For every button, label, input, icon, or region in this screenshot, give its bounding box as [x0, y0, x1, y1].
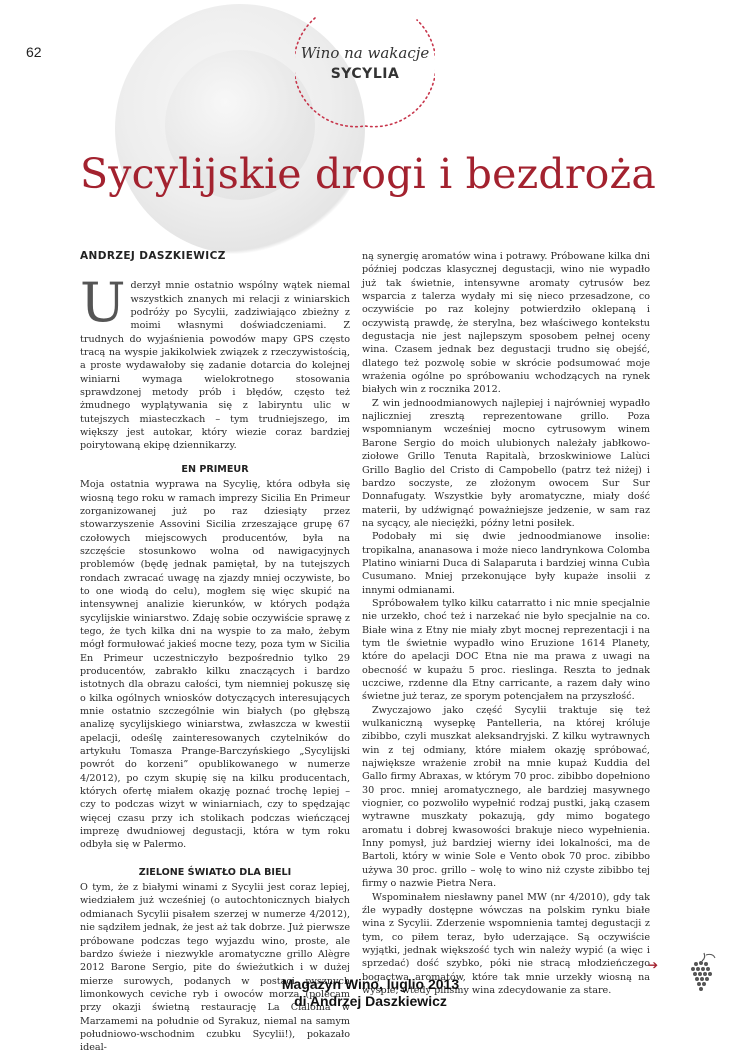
paragraph: Zwyczajowo jako część Sycylii traktuje się też wulkaniczną wysepkę Pantelleria, na której króluje zibibbo, czyli muszkat aleksandryjski. Z kilku wytrawnych win z tej odmiany, które miałem okazję spróbować, największe wrażenie zrobił na mnie kupaż Kuddia del Gallo firmy Abraxas, w którym 70 proc. zibibbo dopełniono 30 proc. mniej aromatycznego, ale bardziej masywnego viognier, co pozwoliło wypełnić rodzaj pustki, jaką czasem wytrawne muszkaty pokazują, gdy mimo bogatego aromatu i dobrej kwasowości brakuje nieco wypełnienia. Inny pomysł, już bardziej wierny idei lokalności, ma de Bartoli, który w winie Sole e Vento obok 70 proc. zibibbo używa 30 proc. grillo – wolę to wino niż czyste zibibbo tej firmy o nazwie Pietra Nera. [362, 704, 650, 890]
paragraph: Z win jednoodmianowych najlepiej i najrówniej wypadło najliczniej zresztą reprezentowane grillo. Poza wspomnianym wcześniej mocno cytrusowym winem Barone Sergio do moich ulubionych należały jabłkowo-ziołowe Grillo Tenuta Rapitalà, brzoskwiniowe Lalùci Grillo Baglio del Cristo di Campobello (patrz też niżej) i bardzo soczyste, ze złożonym owocem Sur Sur Donnafugaty. Wszystkie były aromatyczne, miały dość materii, by udźwignąć poważniejsze jedzenie, w sam raz na sycący, ale nieciężki, późny letni posiłek. [362, 397, 650, 529]
right-column [362, 250, 650, 997]
intro-text: derzył mnie ostatnio wspólny wątek niemal wszystkich znanych mi relacji z winiarskich podróży po Sycylii, zadziwiająco zbieżny z moimi własnymi doświadczeniami. Z trudnych do wyjaśnienia powodów mapy GPS często tracą na wyspie jakikolwiek związek z rzeczywistością, a proste wydawałoby się zadanie dotarcia do kolejnej winiarni wymaga wielokrotnego stosowania sprawdzonej metody prób i błędów, często też żmudnego wyplątywania się z labiryntu ulic w tutejszych miasteczkach – tym trudniejszego, im większy jest autokar, który wiezie coraz bardziej poirytowaną ekipę dziennikarzy. [80, 280, 350, 452]
caption [0, 976, 741, 1010]
section-tag [295, 10, 435, 128]
author-name: ANDRZEJ DASZKIEWICZ [80, 250, 226, 262]
page-number: 62 [26, 44, 42, 60]
paragraph: Spróbowałem tylko kilku catarratto i nic mnie specjalnie nie urzekło, choć też i narzekać nie było specjalnie na co. Białe wina z Etny nie miały zbyt mocnej reprezentacji i na tym tle świetnie wypadło wino Eruzione 1614 Planety, które do apelacji DOC Etna nie ma prawa z uwagi na obecność w kupażu 5 proc. rieslinga. Reszta to jednak uczciwe, rzdenne dla Etny carricante, a razem dały wino świetne już teraz, ze sporym potencjałem na przyszłość. [362, 597, 650, 703]
subhead-en-primeur: EN PRIMEUR [181, 463, 249, 475]
paragraph: Podobały mi się dwie jednoodmianowe insolie: tropikalna, ananasowa i może nieco landrynkowa Colomba Platino winiarni Duca di Salaparuta i bardziej winna Cubìa Cusumano. Mniej przekonujące były kupaże insolii z innymi odmianami. [362, 531, 650, 596]
section-label: Wino na wakacje [300, 44, 430, 62]
paragraph: ną synergię aromatów wina i potrawy. Próbowane kilka dni później podczas klasycznej degustacji, wino nie wypadło już tak świetnie, intensywne aromaty cytrusów bez wsparcia z talerza wydały mi się nieco przesadzone, co oczywiście po raz kolejny potwierdziło oklepaną i oczywistą prawdę, że sterylna, bez właściwego kontekstu degustacja nie jest najlepszym sposobem pełnej oceny wina. Czasem jednak bez degustacji trudno się obejść, dlatego też pozwolę sobie w skrócie podsumować moje wrażenia ogólne po spróbowaniu wchodzących na rynek białych win z rocznika 2012. [362, 251, 650, 396]
caption-line-1: Magazyn Wino, luglio 2013 [281, 976, 460, 992]
section-region: SYCYLIA [330, 66, 400, 82]
paragraph-en-primeur: Moja ostatnia wyprawa na Sycylię, która odbyła się wiosną tego roku w ramach imprezy Sicilia En Primeur zorganizowanej już po raz dziesiąty przez stowarzyszenie Assovini Sicilia zrzeszające grupę 67 czołowych miejscowych producentów, była na szczęście stosunkowo wolna od nawigacyjnych problemów (będę jednak pamiętał, by na tutejszych rondach zwracać uwagę na zjazdy mniej oczywiste, bo to one wiodą do celu), mogłem się więc skupić na intensywnej analizie kierunków, w których podąża sycylijskie winiarstwo. Zdaję sobie oczywiście sprawę z tego, że tych kilka dni na wyspie to za mało, żebym mógł formułować jakieś mocne tezy, poza tym w Sicilia En Primeur uczestniczyło bezpośrednio tylko 29 producentów, zabrakło kilku znaczących i bardzo istotnych dla obrazu całości, tym niemniej pokuszę się o kilka ogólnych wniosków dotyczących interesujących mnie ostatnio szczególnie win białych (po głębszą analizę sycylijskiego winiarstwa, zwłaszcza w kwestii apelacji, odeślę zainteresowanych czytelników do artykułu Tomasza Prange-Barczyńskiego „Sycylijski powrót do korzeni” opublikowanego w numerze 4/2012), po czym skupię się na kilku producentach, których ofertę miałem okazję poznać trochę lepiej – czy to podczas wizyt w winiarniach, czy to spędzając więcej czasu przy ich stolikach podczas wieńczącej imprezę dwudniowej degustacji, która w tym roku odbyła się w Palermo. [80, 479, 350, 851]
paragraph-zielone-swiatlo: O tym, że z białymi winami z Sycylii jest coraz lepiej, wiedziałem już wcześniej (o autochtonicznych białych odmianach Sycylii pisałem szerzej w numerze 4/2012), nie sądziłem jednak, że jest aż tak dobrze. Już pierwsze próbowane podczas tego wyjazdu wino, proste, ale bardzo świeże i niezwykle aromatyczne grillo Alègre 2012 Barone Sergio, pite do świeżutkich i w dużej mierze surowych, podanych w postaci pysznych limonkowych ceviche ryb i owoców morza (polecam przy okazji świetną restaurację La Cialoma w Marzamemi na południe od Syrakuz, niemal na samym południowo-wschodnim czubku Sycylii!), pokazało ideal- [80, 882, 350, 1054]
arrow-right-icon: ➔ [648, 958, 659, 972]
article-title: Sycylijskie drogi i bezdroża [80, 150, 656, 198]
paragraph: Wspominałem niesławny panel MW (nr 4/2010), gdy tak źle wypadły dostępne wówczas na polskim rynku białe wina z Sycylii. Zderzenie wspomnienia tamtej degustacji z tym, co piłem teraz, było uderzające. Są oczywiście wyjątki, jednak większość tych win należy wypić (a więc i sprzedać) dość szybko, póki nie stracą młodzieńczego bogactwa aromatów, które tak mnie urzekły wiosną na wyspie; wtedy piliśmy wina zdecydowanie za stare. [362, 891, 650, 996]
caption-line-2: di Andrzej Daszkiewicz [294, 993, 447, 1009]
subhead-zielone-swiatlo: ZIELONE ŚWIATŁO DLA BIELI [138, 866, 292, 878]
intro-paragraph [80, 271, 350, 452]
drop-cap: U [80, 271, 126, 335]
left-column [80, 250, 350, 1055]
